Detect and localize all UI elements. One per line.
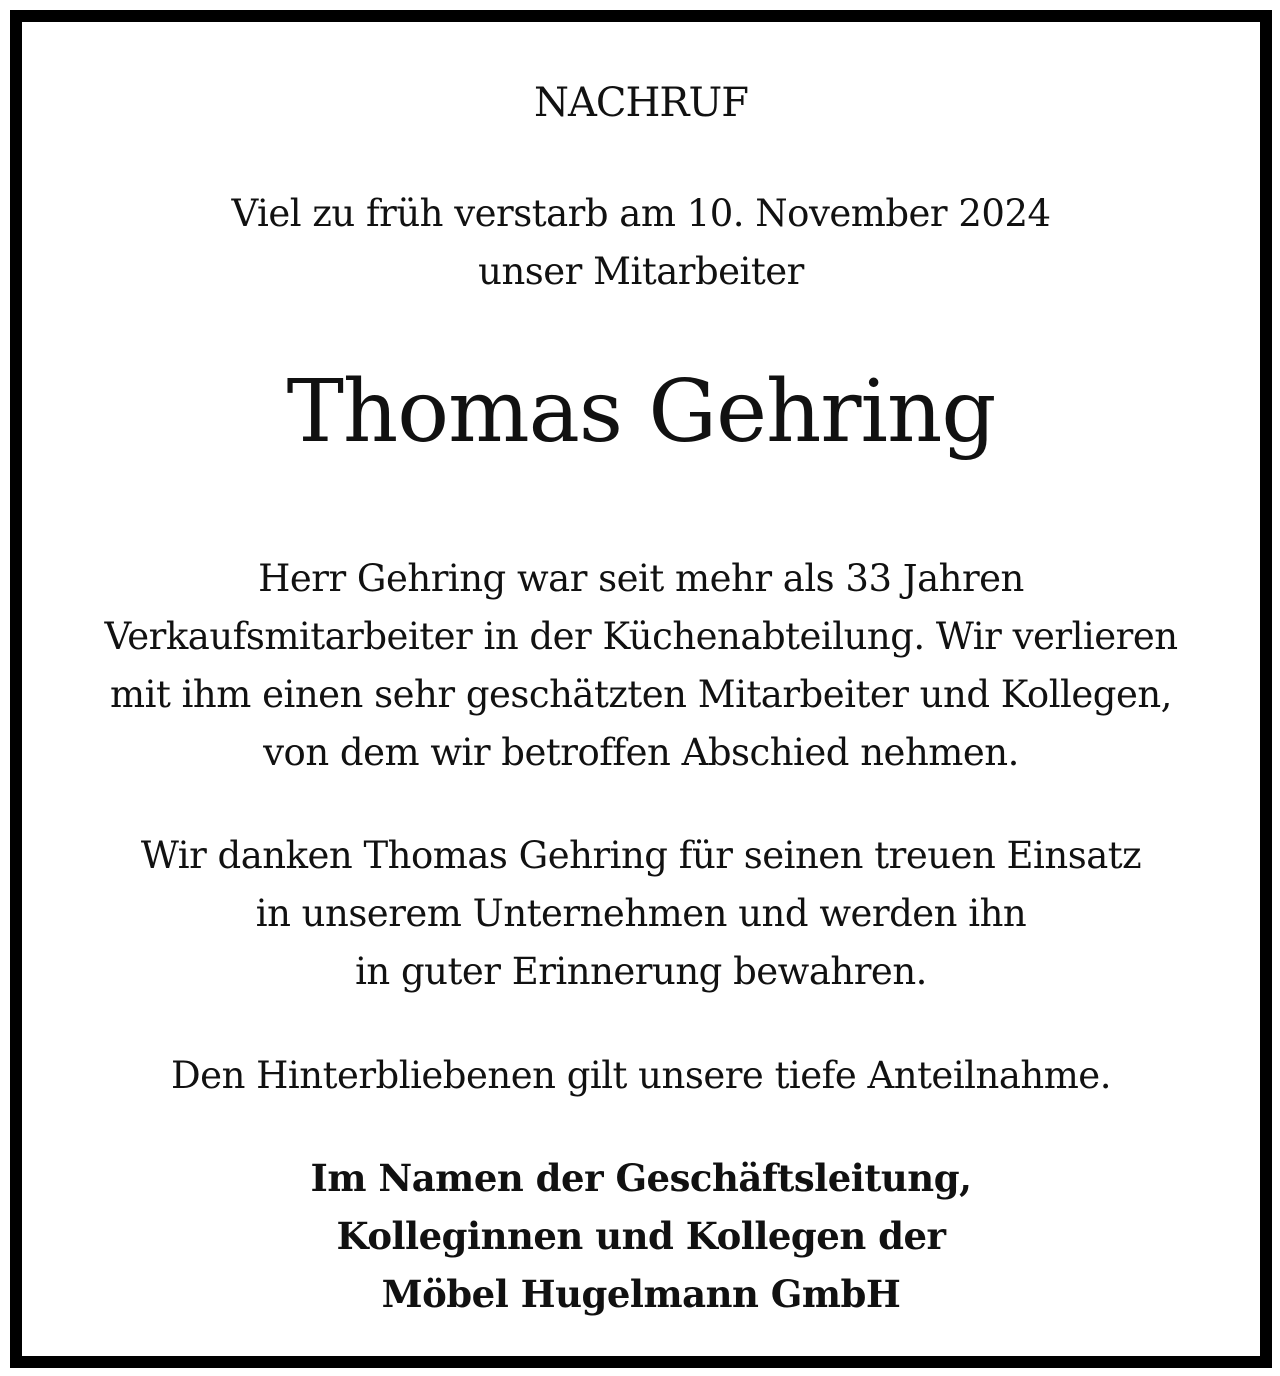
paragraph-2-line: Wir danken Thomas Gehring für seinen treuen Einsatz bbox=[140, 834, 1142, 877]
paragraph-2-line: in unserem Unternehmen und werden ihn bbox=[255, 892, 1027, 935]
deceased-name: Thomas Gehring bbox=[286, 362, 996, 462]
paragraph-1-line: mit ihm einen sehr geschätzten Mitarbeiter und Kollegen, bbox=[110, 673, 1172, 716]
paragraph-1-line: Herr Gehring war seit mehr als 33 Jahren bbox=[258, 557, 1024, 600]
paragraph-1-line: von dem wir betroffen Abschied nehmen. bbox=[263, 731, 1019, 774]
signature-line: Möbel Hugelmann GmbH bbox=[381, 1272, 901, 1316]
condolence-line: Den Hinterbliebenen gilt unsere tiefe Anteilnahme. bbox=[171, 1054, 1111, 1097]
intro-line: Viel zu früh verstarb am 10. November 2024 bbox=[231, 192, 1051, 235]
intro-line: unser Mitarbeiter bbox=[478, 250, 804, 293]
notice-heading: NACHRUF bbox=[534, 80, 748, 126]
signature-line: Im Namen der Geschäftsleitung, bbox=[310, 1156, 972, 1200]
paragraph-1-line: Verkaufsmitarbeiter in der Küchenabteilung. Wir verlieren bbox=[104, 615, 1178, 658]
obituary-notice bbox=[10, 10, 1272, 1368]
signature-line: Kolleginnen und Kollegen der bbox=[336, 1214, 946, 1258]
paragraph-2-line: in guter Erinnerung bewahren. bbox=[355, 950, 927, 993]
